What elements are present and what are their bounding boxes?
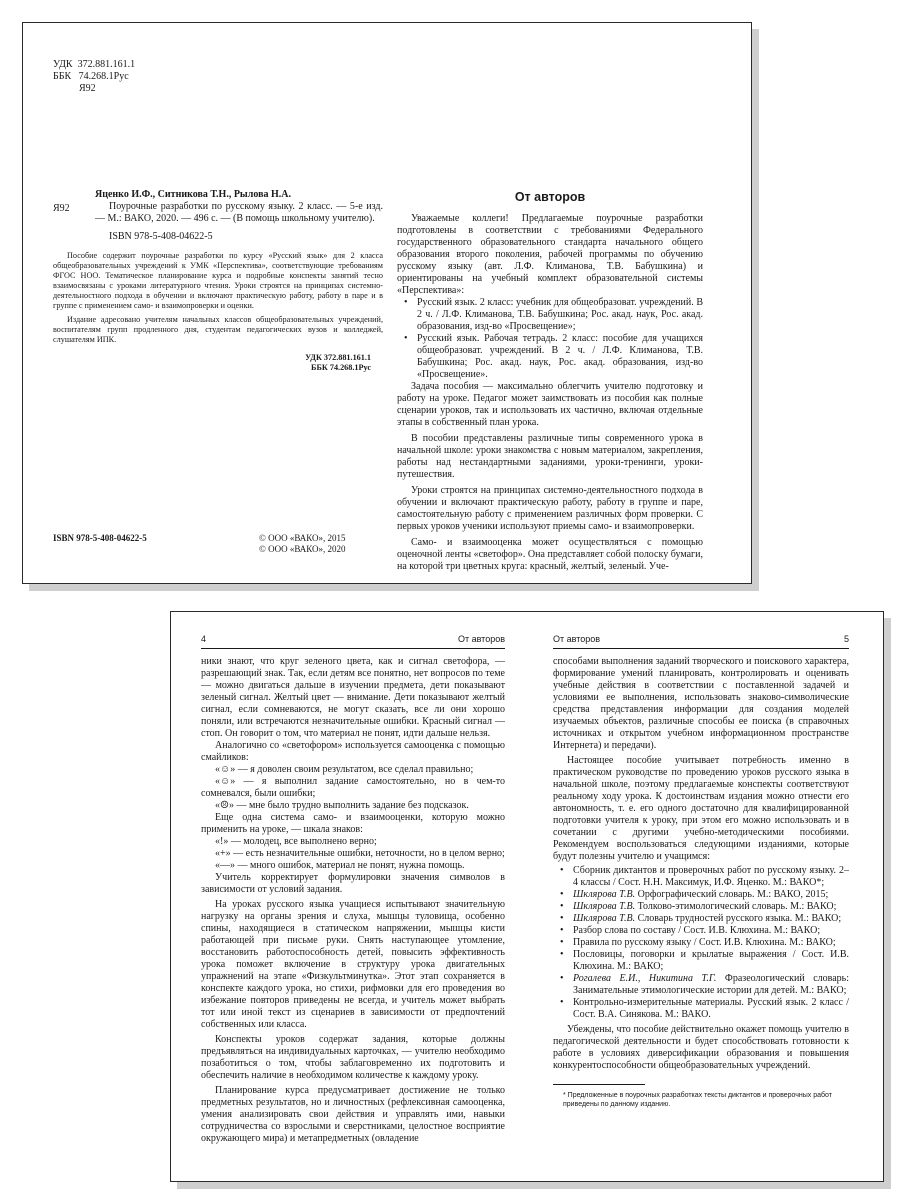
header-rule [553,648,849,649]
foreword-book-list [397,297,703,381]
running-title: От авторов [553,634,601,644]
reference-text: Разбор слова по составу / Сост. И.В. Клюхина. М.: ВАКО; [573,924,821,936]
reference-text: Орфографический словарь. М.: ВАКО, 2015; [635,888,829,900]
udk-value: 372.881.161.1 [77,59,136,70]
reference-item [573,889,849,901]
reference-item [573,937,849,949]
sign-line-plus: «+» — есть незначительные ошибки, неточности, но в целом верно; [215,847,505,859]
reference-text: Словарь трудностей русского языка. М.: ВАКО; [635,912,842,924]
copyright-2020: © ООО «ВАКО», 2020 [259,544,346,554]
reference-item [573,925,849,937]
reference-text: Фразеологический словарь: Занимательные этимологические истории для детей. М.: ВАКО; [573,972,850,996]
smiley-line-sad: «☹» — мне было трудно выполнить задание без подсказок. [215,799,469,811]
reference-author: Шклярова Т.В. [573,900,636,912]
udk-label: УДК [53,59,73,70]
page-4 [201,634,505,1145]
bibliographic-record [53,189,383,373]
reference-item [573,997,849,1021]
reference-author: Шклярова Т.В. [573,888,636,900]
running-head [553,634,849,645]
reference-text: Пословицы, поговорки и крылатые выражения / Сост. И.В. Клюхина. М.: ВАКО; [573,948,849,972]
body-para: Настоящее пособие учитывает потребность именно в практическом руководстве по проведению уроков русского языка в начальной школе, поэтому предлагаемые конспекты соответствуют реальному ходу урока. К достоинствам издания можно отнести его автономность, т. е. его одного достаточно для квалифицированной подготовки учителя к уроку, при этом его можно использовать и в сочетании с другими учебно-методическими пособиями. Рекомендуем воспользоваться следующими изданиями, которые будут полезны учителю и учащимся: [553,754,849,862]
classification-block [53,59,233,95]
biblio-authors: Яценко И.Ф., Ситникова Т.Н., Рылова Н.А. [95,189,292,200]
footnote-block [553,1084,849,1109]
reference-item [573,949,849,973]
reference-item [573,913,849,925]
reference-item [573,865,849,889]
biblio-description: Поурочные разработки по русскому языку. 2 класс. — 5-е изд. — М.: ВАКО, 2020. — 496 с. — (В помощь школьному учителю). [95,201,383,224]
reference-list [553,865,849,1021]
body-para: ники знают, что круг зеленого цвета, как и сигнал светофора, — разрешающий знак. Так, если детям все понятно, нет вопросов по теме — можно двигаться дальше в изучении предмета, дети показывают зеленый сигнал. Желтый цвет — внимание. Дети показывают желтый сигнал, если сомневаются, не могут сказать, все ли они хорошо поняли, или встречаются незначительные ошибки. Красный сигнал — стоп. Он говорит о том, что материал не понят, идти дальше нельзя. [201,655,505,739]
body-para: Конспекты уроков содержат задания, которые должны предъявляться на индивидуальных карточках, — учителю необходимо позаботиться о том, чтобы заблаговременно их подготовить и обеспечить наличие в необходимом количестве к каждому уроку. [201,1033,505,1081]
running-title: От авторов [457,634,505,644]
smiley-line-happy: «☺» — я доволен своим результатом, все сделал правильно; [215,763,474,775]
body-para: Планирование курса предусматривает достижение не только предметных результатов, но и личностных (рефлексивная самооценка, умения анализировать свои действия и управлять ими, навыки сотрудничества со взрослыми и сверстниками, целостное восприятие окружающего мира) и метапредметных (овладение [201,1084,505,1144]
body-para: Еще одна система само- и взаимооценки, которую можно применить на уроке, — шкала знаков: [201,811,505,835]
page-number: 4 [201,634,207,644]
body-para: способами выполнения заданий творческого и поискового характера, формирование умений планировать, контролировать и оценивать учебные действия в соответствии с поставленной задачей и условиями ее выполнения, использовать знаково-символические средства представления информации для создания моделей изучаемых объектов, различные способы ее поиска (в справочных источниках и открытом учебном информационном пространстве Интернета) и передачи). [553,655,849,751]
author-sign: Я92 [79,83,96,94]
copyright-2015: © ООО «ВАКО», 2015 [259,533,346,543]
reference-text: Толково-этимологический словарь. М.: ВАКО; [635,900,837,912]
body-para: Учитель корректирует формулировки значения символов в зависимости от условий задания. [201,871,505,895]
foreword-para: Уроки строятся на принципах системно-деятельностного подхода в обучении и включают практическую работу, работу в группе и паре, самостоятельную работу с применением различных форм проверки. С первых уроков ученики используют приемы само- и взаимопроверки. [397,485,703,532]
biblio-bbk: ББК 74.268.1Рус [311,363,371,372]
reference-item [573,973,849,997]
foreword-para: Уважаемые коллеги! Предлагаемые поурочные разработки подготовлены в соответствии с требованиями Федерального государственного образовательного стандарта начального общего образования второго поколения, рабочей программы по обучению русскому языку (авт. Л.Ф. Климанова, Т.В. Бабушкина) и ориентированы на учебный комплект образовательной системы «Перспектива»: [397,213,703,296]
smiley-line-doubt: «☺» — я выполнил задание самостоятельно, но в чем-то сомневался, были ошибки; [201,775,505,799]
sign-line-excl: «!» — молодец, все выполнено верно; [215,835,377,847]
title-spread [22,22,752,584]
reference-author: Шклярова Т.В. [573,912,636,924]
page-5 [553,634,849,1109]
foreword-para: Само- и взаимооценка может осуществляться с помощью оценочной ленты «светофор». Она представляет собой полоску бумаги, на которой три цветных круга: красный, желтый, зеленый. Уче- [397,537,703,572]
list-item: • Русский язык. Рабочая тетрадь. 2 класс: пособие для учащихся общеобразоват. учреждений. В 2 ч. / Л.Ф. Климанова, Т.В. Бабушкина; Рос. акад. наук, Рос. акад. образования, изд-во «Просвещение». [417,333,703,381]
footnote-rule [553,1084,645,1085]
biblio-isbn: ISBN 978-5-408-04622-5 [109,231,213,242]
reference-text: Правила по русскому языку / Сост. И.В. Клюхина. М.: ВАКО; [573,936,836,948]
page-number: 5 [843,634,849,644]
body-para: Убеждены, что пособие действительно окажет помощь учителю в педагогической деятельности и будет способствовать готовности к работе в условиях диверсификации образования и повышения конкурентоспособности общеобразовательных учреждений. [553,1023,849,1071]
reference-item [573,901,849,913]
body-para: Аналогично со «светофором» используется самооценка с помощью смайликов: [201,739,505,763]
biblio-audience: Издание адресовано учителям начальных классов общеобразовательных учреждений, воспитателям групп продленного дня, студентам педагогических вузов и колледжей, слушателям ИПК. [53,315,383,344]
reference-text: Сборник диктантов и проверочных работ по русскому языку. 2–4 классы / Сост. Н.Н. Максимук, И.Ф. Яценко. М.: ВАКО*; [573,864,849,888]
header-rule [201,648,505,649]
biblio-annotation: Пособие содержит поурочные разработки по курсу «Русский язык» для 2 класса общеобразовательных учреждений к УМК «Перспектива», соответствующие требованиям ФГОС НОО. Тематическое планирование курса и подробные конспекты занятий тесно взаимосвязаны с уроками литературного чтения. Уроки строятся на принципах системно-деятельностного подхода в обучении и включают практическую работу, работу в паре и в группе с применением само- и взаимопроверки и оценки. [53,251,383,310]
imprint-isbn: ISBN 978-5-408-04622-5 [53,533,147,543]
biblio-sign: Я92 [53,203,70,214]
list-item: • Русский язык. 2 класс: учебник для общеобразоват. учреждений. В 2 ч. / Л.Ф. Климанова, Т.В. Бабушкина; Рос. акад. наук, Рос. акад. образования, изд-во «Просвещение»; [417,297,703,333]
reference-text: Контрольно-измерительные материалы. Русский язык. 2 класс / Сост. В.А. Синякова. М.: ВАКО. [573,996,849,1020]
pages-4-5-spread [170,611,884,1182]
foreword-para: В пособии представлены различные типы современного урока в начальной школе: уроки знакомства с новым материалом, закрепления, работы над нестандартными заданиями, уроки-тренинги, уроки-путешествия. [397,433,703,480]
biblio-udk: УДК 372.881.161.1 [305,353,371,362]
bbk-value: 74.268.1Рус [78,71,129,82]
footnote: * Предложенные в поурочных разработках тексты диктантов и проверочных работ приведены по данному изданию. [563,1091,832,1108]
reference-author: Рогалева Е.И., Никитина Т.Г. [573,972,717,984]
imprint-copyright [259,533,346,555]
bbk-label: ББК [53,71,72,82]
running-head [201,634,505,645]
foreword-para: Задача пособия — максимально облегчить учителю подготовку и работу на уроке. Педагог может заимствовать из пособия как полные сценарии уроков, так и использовать их частично, включая отдельные этапы в собственный план урока. [397,381,703,428]
body-para: На уроках русского языка учащиеся испытывают значительную нагрузку на органы зрения и слуха, мышцы туловища, особенно спины, находящиеся в статическом напряжении, мышцы кисти работающей при письме руки. Снять наступающее утомление, восстановить работоспособность детей, повысить эффективность урока поможет включение в структуру урока двигательных упражнений на этапе «Физкультминутка». Этот этап сохраняется в конспекте каждого урока, но стихи, рифмовки для его проведения во избежание повторов приведены не всегда, и учитель может выбрать тот или иной текст из сценариев в зависимости от предпочтений собственных или класса. [201,898,505,1030]
foreword-page [397,189,703,573]
sign-line-minus: «—» — много ошибок, материал не понят, нужна помощь. [215,859,465,871]
foreword-heading: От авторов [514,190,586,204]
